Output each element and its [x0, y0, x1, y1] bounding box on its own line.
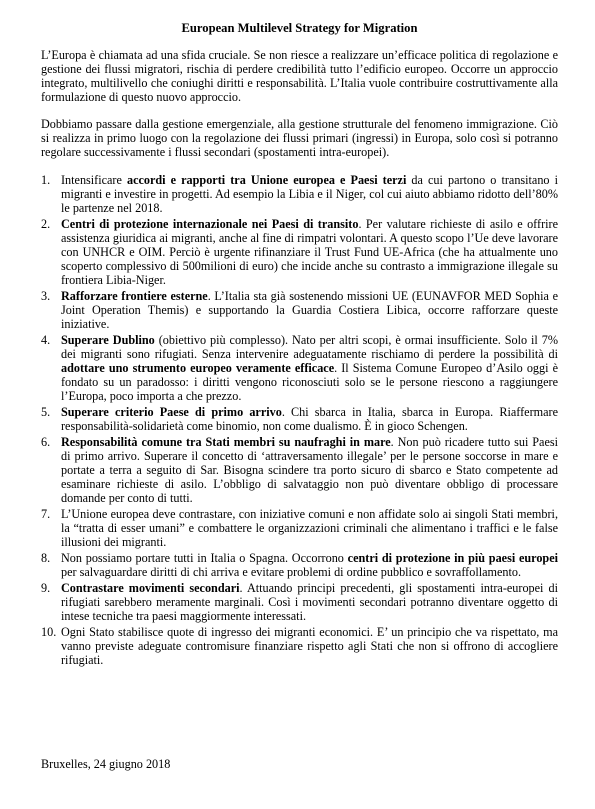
item-text: . Chi sbarca in Italia, sbarca in Europa. Riaffermare responsabilità-solidarietà come binomio, non come dualismo. È in gioco Schengen.	[61, 405, 558, 433]
item-emphasis: Centri di protezione internazionale nei Paesi di transito	[61, 217, 359, 231]
item-text: Non possiamo portare tutti in Italia o Spagna. Occorrono	[61, 551, 348, 565]
item-number: 1.	[41, 173, 51, 187]
item-text: L’Unione europea deve contrastare, con iniziative comuni e non affidate solo ai singoli Stati membri, la “tratta di esser umani” e combattere le organizzazioni criminali che alimentano i traffici e le false illusioni dei migranti.	[61, 507, 558, 549]
list-item	[41, 173, 558, 215]
item-text: . Attuando principi precedenti, gli spostamenti intra-europei di rifugiati sarebbero meramente marginali. Così i movimenti secondari potranno diventare oggetto di intese tecniche tra paesi maggiormente interessati.	[61, 581, 558, 623]
item-emphasis: Responsabilità comune tra Stati membri su naufraghi in mare	[61, 435, 391, 449]
item-number: 3.	[41, 289, 51, 303]
item-number: 8.	[41, 551, 51, 565]
list-item	[41, 551, 558, 579]
item-text: Intensificare	[61, 173, 127, 187]
intro-paragraph: L’Europa è chiamata ad una sfida cruciale. Se non riesce a realizzare un’efficace politica di regolazione e gestione dei flussi migratori, rischia di perdere credibilità tutto l’edificio europeo. Occorre un approccio integrato, multilivello che coniughi diritti e responsabilità. L’Italia vuole contribuire costruttivamente alla formulazione di questo nuovo approccio.	[41, 48, 558, 104]
list-item	[41, 333, 558, 403]
item-text: . Il Sistema Comune Europeo d’Asilo oggi è fondato su un paradosso: i diritti vengono riconosciuti solo se le persone riescono a raggiungere l’Europa, poco importa a che prezzo.	[61, 361, 558, 403]
item-emphasis: adottare uno strumento europeo veramente efficace	[61, 361, 335, 375]
item-number: 6.	[41, 435, 51, 449]
item-emphasis: Contrastare movimenti secondari	[61, 581, 240, 595]
item-emphasis: Superare Dublino	[61, 333, 155, 347]
list-item	[41, 289, 558, 331]
item-number: 9.	[41, 581, 51, 595]
item-number: 7.	[41, 507, 51, 521]
list-item	[41, 625, 558, 667]
proposal-list	[41, 173, 558, 667]
list-item	[41, 435, 558, 505]
list-item	[41, 217, 558, 287]
document-title: European Multilevel Strategy for Migration	[181, 21, 418, 35]
item-number: 4.	[41, 333, 51, 347]
item-text: . L’Italia sta già sostenendo missioni UE (EUNAVFOR MED Sophia e Joint Operation Themis) e supportando la Guardia Costiera Libica, occorre rafforzare queste iniziative.	[61, 289, 558, 331]
item-number: 2.	[41, 217, 51, 231]
item-number: 10.	[41, 625, 57, 639]
list-item	[41, 507, 558, 549]
item-emphasis: Superare criterio Paese di primo arrivo	[61, 405, 282, 419]
item-text: . Per valutare richieste di asilo e offrire assistenza giuridica ai migranti, anche al fine di rimpatri volontari. A questo scopo l’Ue deve lavorare con UNHCR e OIM. Perciò è urgente rifinanziare il Trust Fund UE-Africa (che ha attualmente uno scoperto complessivo di 500milioni di euro) che incide anche su contrasto a immigrazione illegale su frontiera Libia-Niger.	[61, 217, 558, 287]
item-emphasis: centri di protezione in più paesi europei	[347, 551, 559, 565]
item-text: (obiettivo più complesso). Nato per altri scopi, è ormai insufficiente. Solo il 7% dei migranti sono rifugiati. Senza intervenire adeguatamente rischiamo di perdere la possibilità di	[61, 333, 558, 361]
item-emphasis: accordi e rapporti tra Unione europea e Paesi terzi	[126, 173, 407, 187]
item-text: Ogni Stato stabilisce quote di ingresso dei migranti economici. E’ un principio che va rispettato, ma vanno previste adeguate contromisure finanziare rispetto agli Stati che non si offrono di accogliere rifugiati.	[61, 625, 558, 667]
item-number: 5.	[41, 405, 51, 419]
list-item	[41, 405, 558, 433]
item-text: per salvaguardare diritti di chi arriva e evitare problemi di ordine pubblico e sovraffollamento.	[61, 565, 522, 579]
item-text: . Non può ricadere tutto sui Paesi di primo arrivo. Superare il concetto di ‘attraversamento illegale’ per le persone soccorse in mare e portate a terra a seguito di Sar. Bisogna scindere tra porto sicuro di sbarco e Stato competente ad esaminare richieste di asilo. L’obbligo di salvataggio non può diventare obbligo di processare domande per conto di tutti.	[61, 435, 558, 505]
item-text: da cui partono o transitano i migranti e investire in progetti. Ad esempio la Libia e il Niger, col cui aiuto abbiamo ridotto dell’80% le partenze nel 2018.	[61, 173, 558, 215]
item-emphasis: Rafforzare frontiere esterne	[61, 289, 208, 303]
place-date-footer: Bruxelles, 24 giugno 2018	[41, 757, 171, 771]
list-item	[41, 581, 558, 623]
context-paragraph: Dobbiamo passare dalla gestione emergenziale, alla gestione strutturale del fenomeno immigrazione. Ciò si realizza in primo luogo con la regolazione dei flussi primari (ingressi) in Europa, solo così si potranno regolare successivamente i flussi secondari (spostamenti intra-europei).	[41, 117, 558, 159]
